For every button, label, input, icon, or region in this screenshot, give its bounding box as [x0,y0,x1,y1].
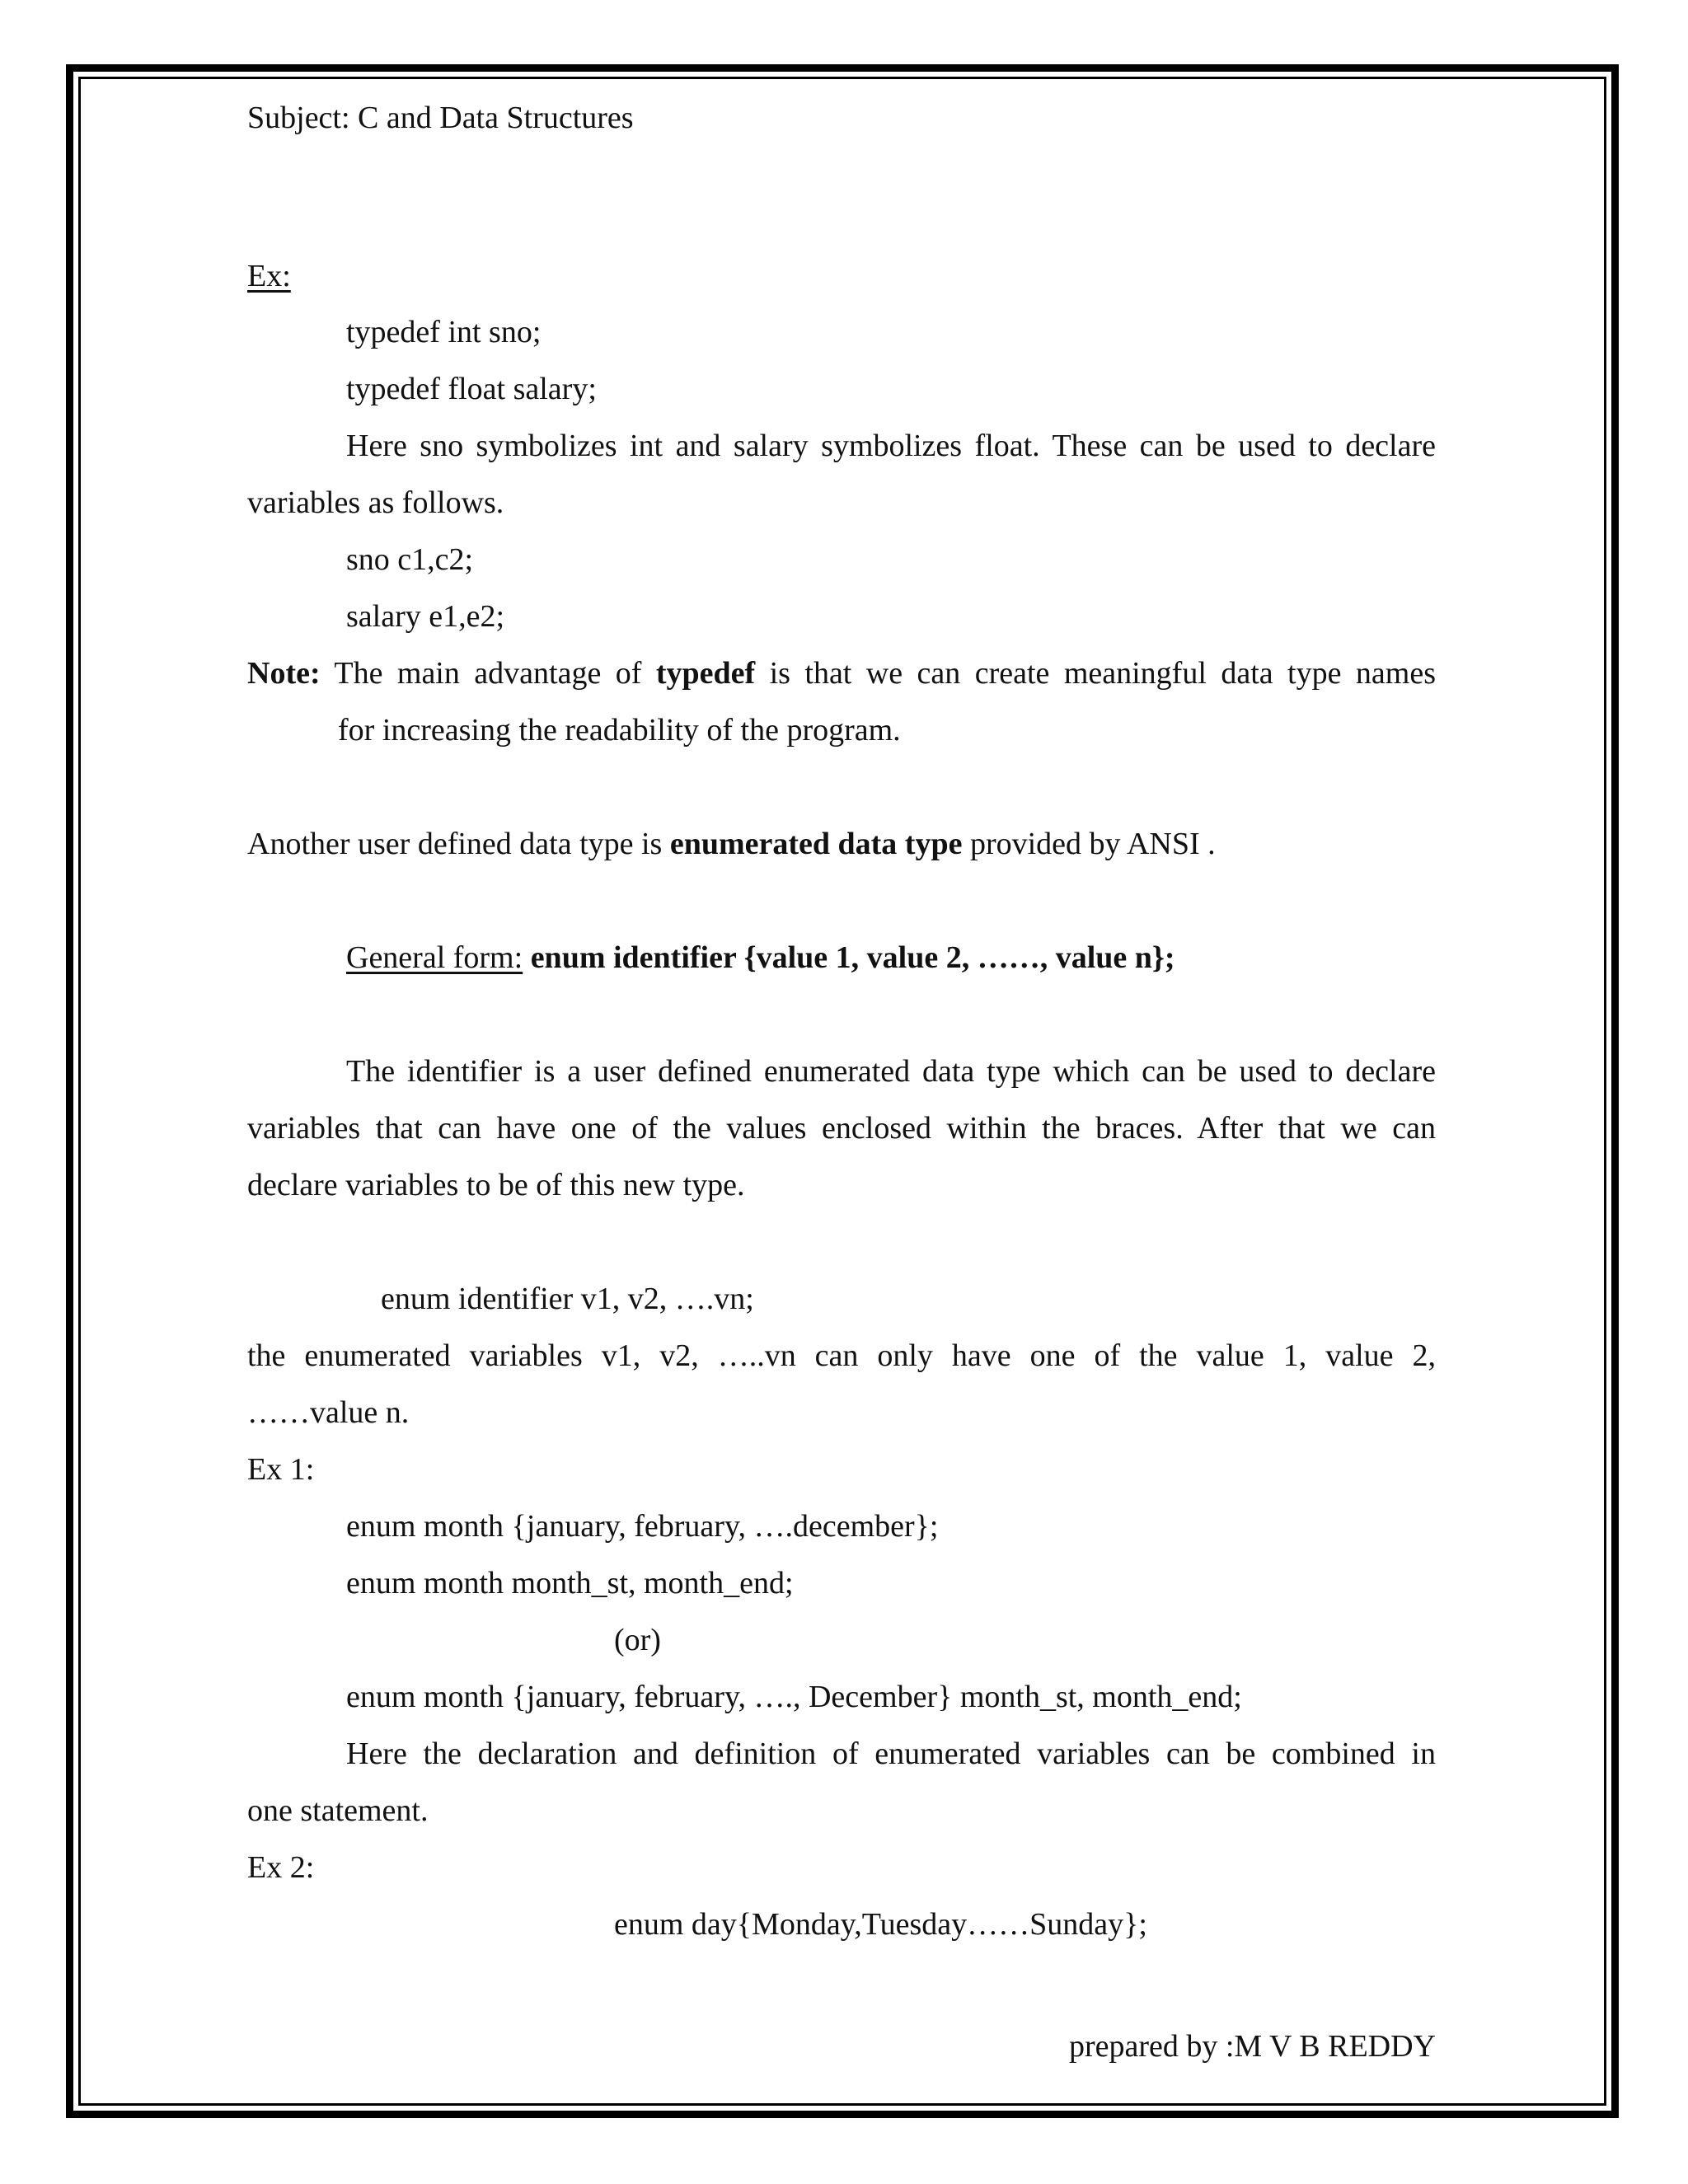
paragraph-1-line-2: variables as follows. [247,485,504,520]
note-typedef-keyword: typedef [655,656,756,691]
paragraph-1-line-1: Here sno symbolizes int and salary symbolizes float. These can be used to declare [346,429,1436,463]
paragraph-2-line-2: variables that can have one of the values enclosed within the braces. After that we can [247,1111,1436,1146]
note-line-1 [247,654,1436,692]
enum-intro-line [247,825,1216,863]
paragraph-2-line-1: The identifier is a user defined enumerated data type which can be used to declare [346,1054,1436,1089]
code-typedef-float: typedef float salary; [346,372,597,406]
example-2-label: Ex 2: [247,1850,315,1885]
subject-header: Subject: C and Data Structures [247,101,634,135]
note-line-2: for increasing the readability of the program. [338,713,901,748]
example-1-label: Ex 1: [247,1452,315,1487]
enum-intro-text-a: Another user defined data type is [247,827,670,861]
code-typedef-int: typedef int sno; [346,315,542,349]
example-2-code: enum day{Monday,Tuesday……Sunday}; [614,1907,1147,1942]
general-form-label: General form: [346,940,523,975]
example-1-code-1: enum month {january, february, ….december}; [346,1509,939,1544]
general-form-line [346,939,1175,977]
example-1-code-3: enum month {january, february, …., December} month_st, month_end; [346,1680,1242,1714]
paragraph-2-line-3: declare variables to be of this new type. [247,1168,745,1202]
code-sno-declaration: sno c1,c2; [346,542,474,577]
note-text-b: is that we can create meaningful data type names [755,656,1436,691]
prepared-by-footer: prepared by :M V B REDDY [1068,2029,1436,2064]
enum-intro-bold: enumerated data type [669,827,963,861]
paragraph-3-line-1: the enumerated variables v1, v2, …..vn can only have one of the value 1, value 2, [247,1338,1436,1373]
enum-intro-text-b: provided by ANSI . [962,827,1216,861]
note-text-a: The main advantage of [320,656,656,691]
example-label: Ex: [247,259,291,293]
paragraph-4-line-2: one statement. [247,1793,429,1828]
code-enum-variables: enum identifier v1, v2, ….vn; [381,1282,754,1316]
paragraph-3-line-2: ……value n. [247,1395,410,1430]
example-1-or: (or) [614,1623,661,1657]
paragraph-4-line-1: Here the declaration and definition of enumerated variables can be combined in [346,1736,1436,1771]
general-form-code: enum identifier {value 1, value 2, ……, value n}; [523,940,1175,975]
code-salary-declaration: salary e1,e2; [346,599,505,634]
note-label: Note: [247,656,321,691]
example-1-code-2: enum month month_st, month_end; [346,1566,794,1601]
